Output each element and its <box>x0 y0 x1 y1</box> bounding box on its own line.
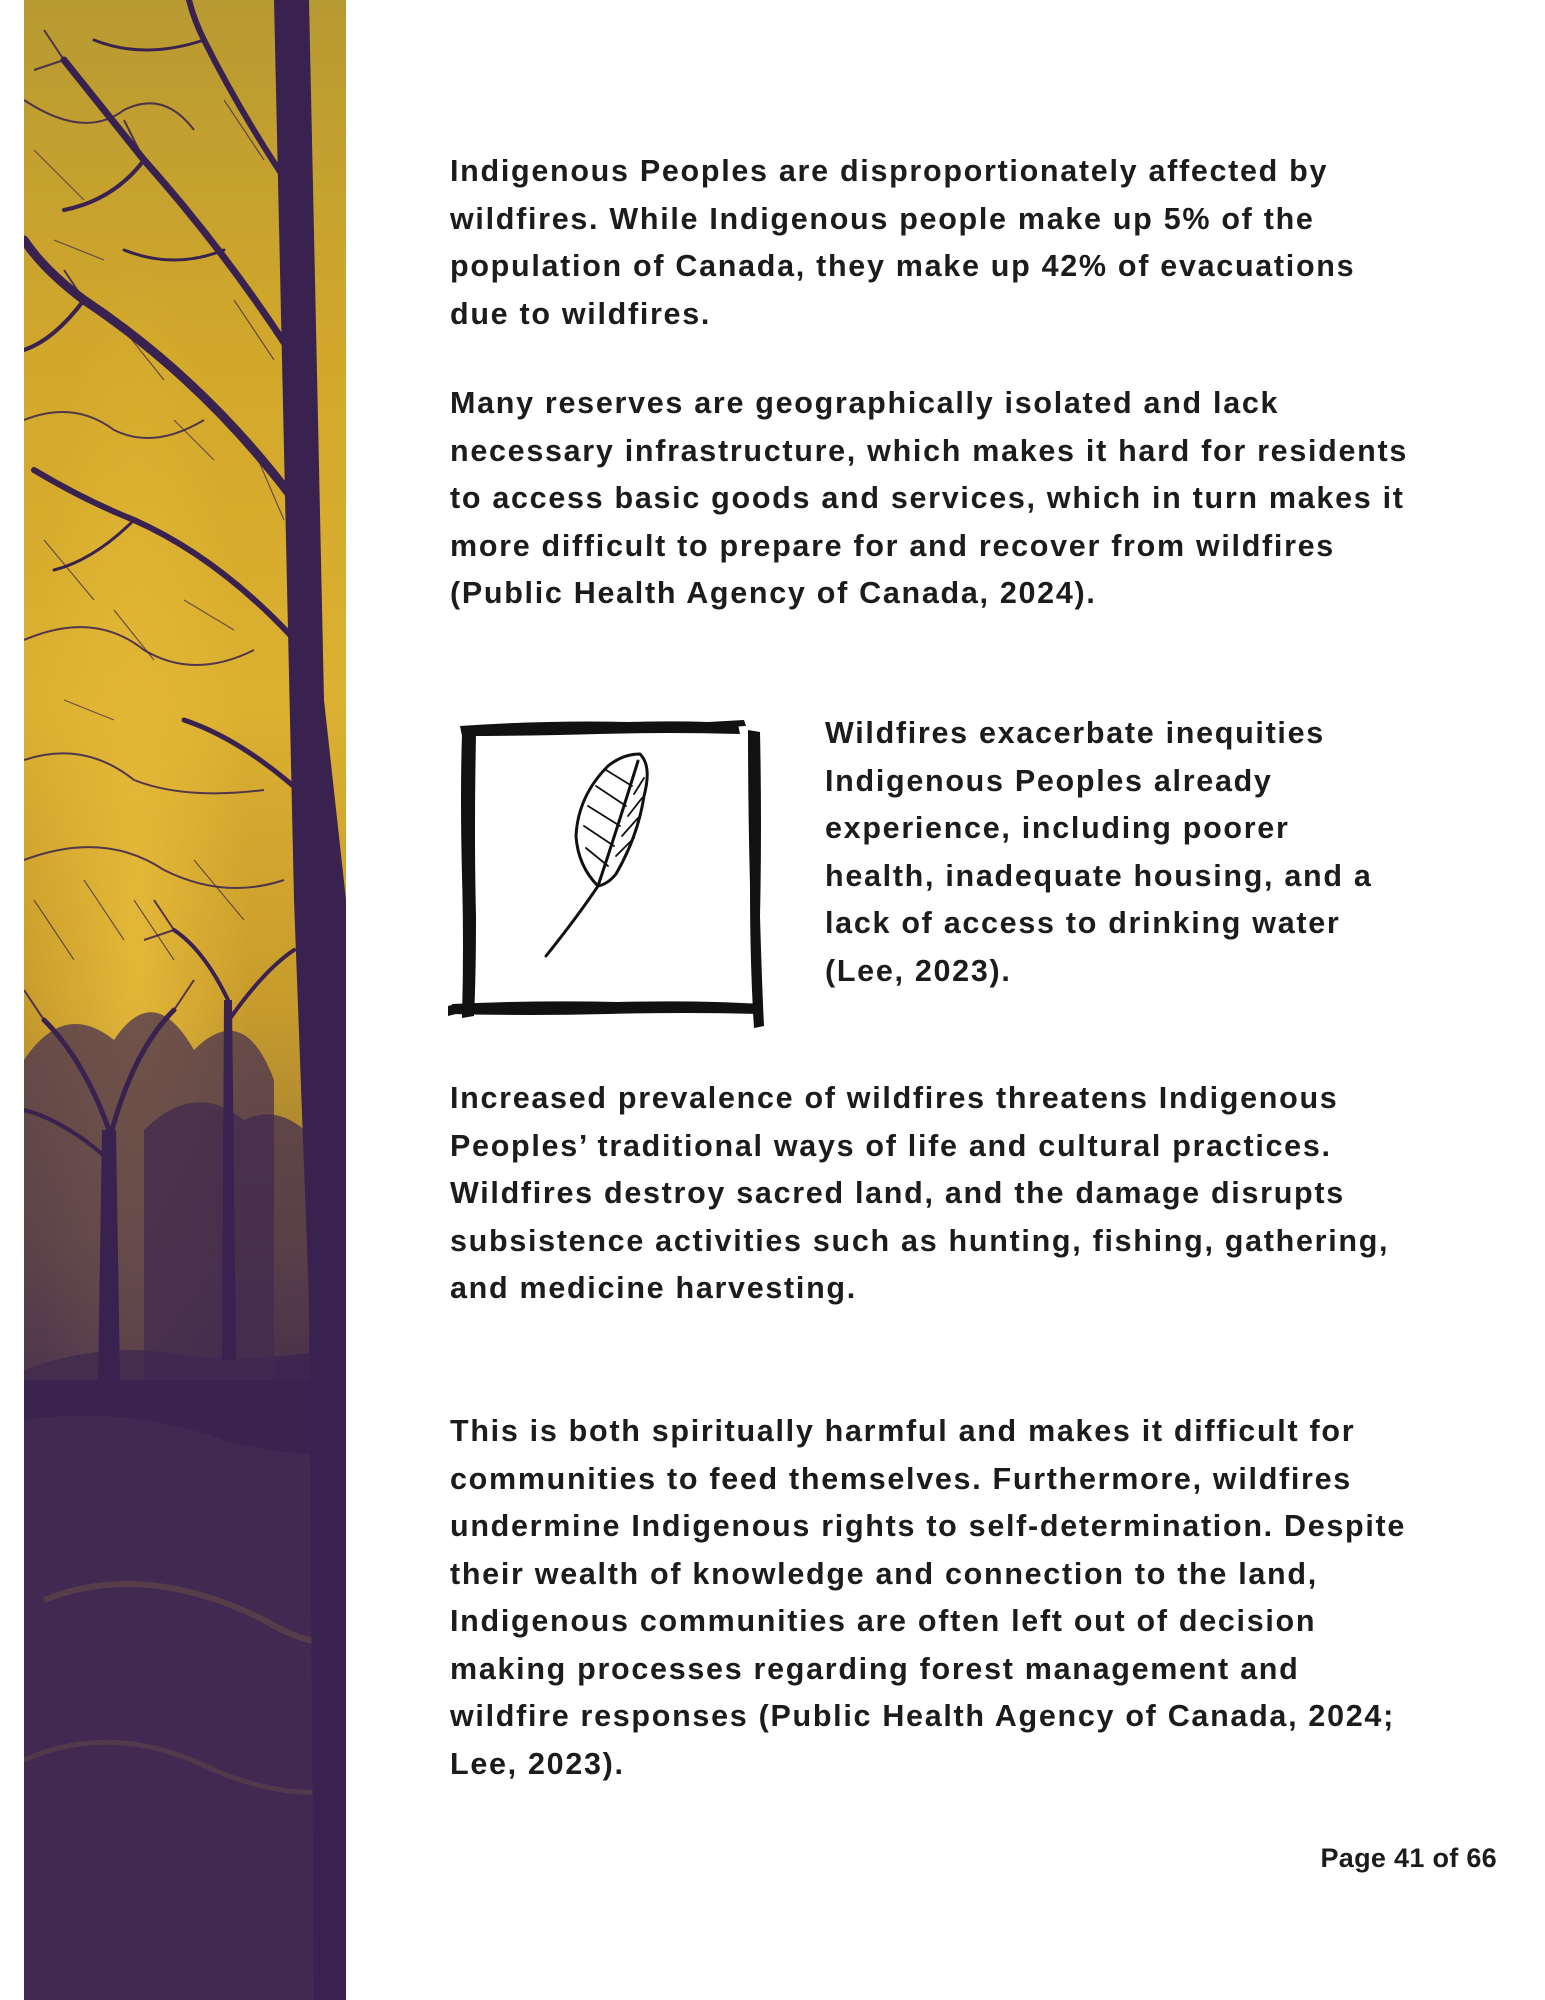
forest-trees-photo <box>24 0 346 2000</box>
page-number: Page 41 of 66 <box>1320 1843 1497 1873</box>
paragraph-traditional-ways: Increased prevalence of wildfires threatens Indigenous Peoples’ traditional ways of life and cultural practices. Wildfires destroy sacred land, and the damage disrupts subsistence activities such as hunting, fishing, gathering, and medicine harvesting. <box>450 1081 1390 1305</box>
feather-icon <box>448 716 776 1038</box>
paragraph-evacuation-stats: Indigenous Peoples are disproportionately affected by wildfires. While Indigenous people make up 5% of the population of Canada, they make up 42% of evacuations due to wildfires. <box>450 154 1356 331</box>
paragraph-inequities: Wildfires exacerbate inequities Indigenous Peoples already experience, including poorer health, inadequate housing, and a lack of access to drinking water (Lee, 2023). <box>825 716 1373 988</box>
paragraph-reserves-isolation: Many reserves are geographically isolated and lack necessary infrastructure, which makes it hard for residents to access basic goods and services, which in turn makes it more difficult to prepare for and recover from wildfires (Public Health Agency of Canada, 2024). <box>450 386 1409 610</box>
paragraph-self-determination: This is both spiritually harmful and makes it difficult for communities to feed themselves. Furthermore, wildfires undermine Indigenous rights to self-determination. Despite their wealth of knowledge and connection to the land, Indigenous communities are often left out of decision making processes regarding forest management and wildfire responses (Public Health Agency of Canada, 2024; Lee, 2023). <box>450 1414 1407 1781</box>
